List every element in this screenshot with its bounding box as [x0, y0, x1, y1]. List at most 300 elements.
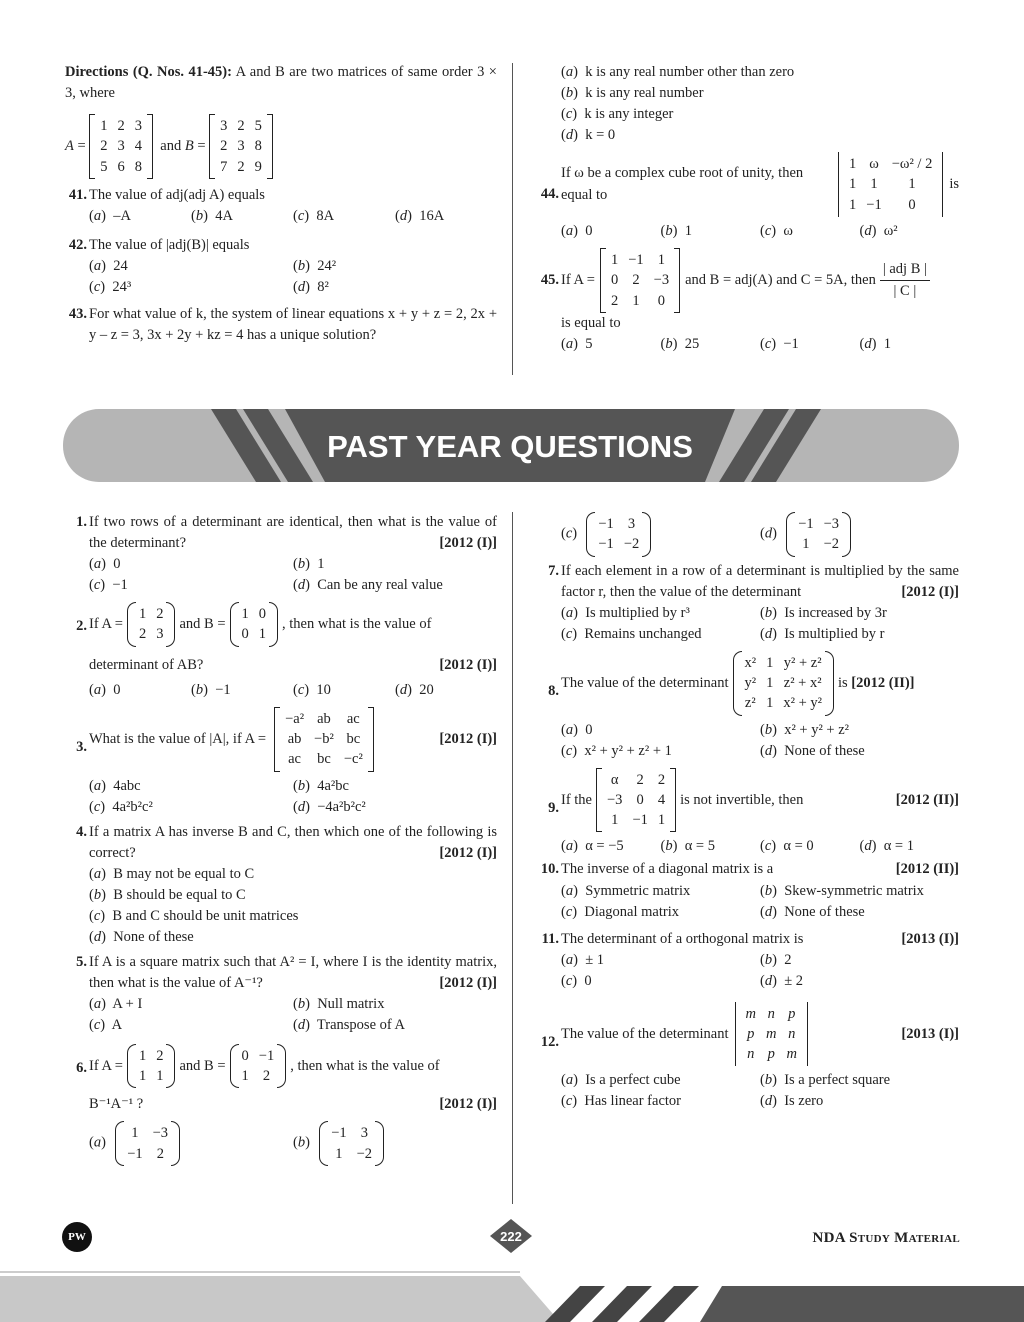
pyq-10: [537, 859, 959, 880]
option-b: [293, 776, 497, 797]
option-text: 1: [317, 556, 325, 573]
section-banner: [63, 409, 959, 482]
option-text: 8²: [317, 278, 329, 295]
option-text: ω: [783, 222, 793, 239]
matrix-cell: 2: [156, 1047, 164, 1064]
option-a: [561, 881, 760, 902]
matrix-cell: z² + x²: [783, 674, 822, 691]
option-text: ± 1: [585, 951, 605, 968]
option-b: [293, 994, 497, 1015]
matrix-cell: 1: [610, 251, 619, 268]
question-text: If each element in a row of a determinant is multiplied by the same factor r, then the value of the determinant: [561, 562, 959, 600]
question-41: [65, 185, 497, 206]
option-label: (d): [760, 1093, 785, 1110]
directions-text: A and B are two matrices of same order 3 × 3, where: [65, 64, 497, 102]
determinant-8: [735, 651, 832, 716]
option-b: [191, 680, 293, 701]
matrix-cell: 1: [138, 606, 147, 623]
pyq-8: [537, 651, 959, 716]
option-label: (a): [561, 1072, 586, 1089]
option-text: 20: [419, 681, 434, 698]
year-tag: [2012 (I)]: [439, 535, 497, 552]
matrix-cell: 5: [254, 118, 262, 135]
matrix-cell: x²: [744, 654, 757, 671]
matrix-cell: −3: [823, 516, 840, 532]
question-text: The determinant of a orthogonal matrix is: [561, 930, 804, 947]
option-text: Transpose of A: [316, 1016, 406, 1033]
option-label: (b): [293, 777, 318, 794]
option-label: (b): [89, 886, 114, 903]
year-tag: [2012 (I)]: [439, 730, 497, 747]
question-42: [65, 235, 497, 256]
question-text: The inverse of a diagonal matrix is a: [561, 861, 774, 878]
pyq-1: [65, 512, 497, 554]
matrix-row: [237, 624, 272, 644]
matrix-cell: 0: [657, 292, 665, 309]
matrix-cell: 1: [766, 674, 774, 691]
option-text: −1: [112, 577, 128, 594]
option-label: (a): [561, 64, 586, 80]
matrix-row: [844, 174, 937, 194]
matrix-cell: 8: [134, 158, 143, 175]
matrix-cell: bc: [317, 751, 331, 768]
option-label: (a): [561, 882, 586, 899]
matrix-row: [215, 116, 267, 136]
matrix-cell: 7: [220, 158, 228, 175]
matrix-row: [741, 1024, 802, 1044]
option-b: [293, 554, 497, 575]
question-text: The value of |adj(B)| equals: [89, 236, 250, 253]
matrix-row: [793, 534, 844, 554]
matrix-cell: n: [788, 1025, 796, 1042]
matrix-cell: −2: [356, 1145, 373, 1162]
option-text: 5: [585, 335, 593, 352]
matrix-row: [593, 514, 644, 534]
matrix-row: [237, 1046, 280, 1066]
option-label: (d): [859, 838, 884, 855]
matrix-cell: n: [747, 1046, 755, 1063]
question-number: 3.: [76, 738, 87, 755]
option-label: (a): [89, 777, 114, 794]
year-tag: [2012 (II)]: [851, 674, 915, 691]
option-b: [661, 836, 761, 857]
option-c: [89, 906, 497, 927]
pyq-2-options: [65, 680, 497, 701]
question-text: The value of the determinant: [561, 1025, 729, 1042]
option-label: (c): [561, 106, 585, 123]
option-label: (b): [293, 257, 318, 274]
option-text: Remains unchanged: [584, 625, 702, 642]
matrix-cell: p: [747, 1025, 755, 1042]
option-label: (d): [293, 278, 318, 295]
option-a: [561, 603, 760, 624]
option-text: 0: [585, 721, 593, 738]
option-label: (d): [89, 928, 114, 945]
option-label: (a): [561, 335, 586, 352]
matrix-cell: x² + y²: [783, 695, 822, 712]
matrix-cell: 0: [241, 626, 249, 643]
matrix-row: [326, 1144, 377, 1164]
option-d: [760, 1091, 959, 1112]
pyq-6-options: [65, 1121, 497, 1166]
banner-title: PAST YEAR QUESTIONS: [327, 429, 693, 464]
option-matrix: [117, 1121, 178, 1166]
matrix-cell: 1: [131, 1125, 139, 1142]
matrix-cell: 2: [636, 771, 644, 788]
matrix-cell: 0: [610, 272, 619, 289]
question-number: 4.: [76, 823, 87, 840]
matrix-B: [232, 1044, 285, 1089]
option-b: [760, 881, 959, 902]
question-44-options: [537, 221, 959, 242]
question-text-mid: and B =: [179, 1057, 226, 1074]
pyq-10-options: [537, 881, 959, 923]
matrix-definition: A = 1 2 3 2 3 4 5 6 8 and B = 3 2 5 2 3 8 7 2 9: [65, 114, 497, 179]
option-text: B may not be equal to C: [113, 865, 255, 882]
matrix-cell: 1: [849, 156, 857, 173]
option-text: B should be equal to C: [113, 886, 246, 903]
matrix-A: [129, 602, 174, 647]
matrix-cell: n: [767, 1005, 775, 1022]
matrix-cell: 3: [360, 1125, 368, 1142]
option-label: (b): [760, 1072, 785, 1089]
matrix-A: [274, 707, 374, 772]
option-label: (d): [395, 207, 420, 224]
matrix-cell: 1: [849, 176, 857, 193]
matrix-row: [134, 1046, 169, 1066]
matrix-cell: ac: [346, 710, 360, 727]
matrix-row: [237, 604, 272, 624]
pyq-9: [537, 768, 959, 833]
matrix-cell: 3: [627, 516, 636, 532]
matrix-A: [89, 114, 153, 179]
matrix-row: [602, 790, 670, 810]
option-text: Has linear factor: [584, 1093, 681, 1110]
matrix-cell: 3: [134, 118, 143, 135]
question-text: If A =: [89, 1057, 123, 1074]
option-text: Symmetric matrix: [585, 882, 691, 899]
option-text: 4A: [215, 207, 233, 224]
matrix-cell: 0: [636, 791, 644, 808]
matrix-cell: −1: [127, 1145, 143, 1162]
matrix-cell: 1: [241, 1068, 249, 1085]
matrix-cell: 2: [610, 292, 619, 309]
option-d: [760, 971, 959, 992]
matrix-cell: 1: [908, 176, 916, 193]
matrix-row: [606, 270, 674, 290]
matrix-cell: α: [610, 771, 619, 788]
option-c: [561, 1091, 760, 1112]
option-b: [661, 221, 761, 242]
matrix-cell: −2: [823, 536, 840, 553]
matrix-B: [209, 114, 273, 179]
matrix-row: [602, 810, 670, 830]
footer-band-left: [0, 1276, 560, 1322]
option-label: (b): [293, 556, 318, 573]
option-d: (d) −1 −3 1 −2: [760, 512, 959, 557]
matrix-cell: y²: [744, 674, 757, 691]
option-text: −1: [783, 335, 799, 352]
matrix-cell: 2: [117, 118, 125, 135]
question-text: If A is a square matrix such that A² = I, where I is the identity matrix, then what is the value of A⁻¹?: [89, 953, 497, 991]
matrix-cell: 3: [237, 138, 245, 155]
option-text: Can be any real value: [317, 577, 443, 594]
option-text: –A: [113, 207, 131, 224]
matrix-cell: p: [788, 1005, 796, 1022]
column-divider-bottom: [512, 512, 513, 1204]
option-a: [561, 950, 760, 971]
matrix-cell: 2: [100, 138, 108, 155]
option-text: x² + y² + z²: [784, 721, 850, 738]
matrix-cell: −3: [653, 272, 670, 289]
matrix-cell: ab: [287, 730, 302, 747]
question-text-cont: determinant of AB?: [89, 656, 204, 673]
option-c: [561, 741, 760, 762]
question-number: 11.: [541, 930, 559, 947]
option-text: 4a²bc: [317, 777, 349, 794]
matrix-row: [237, 1066, 280, 1086]
option-b: [191, 206, 293, 227]
option-label: (d): [760, 742, 785, 759]
question-number: 45.: [540, 271, 559, 288]
option-text: B and C should be unit matrices: [112, 907, 299, 924]
year-tag: [2012 (II)]: [895, 791, 959, 808]
option-a: [89, 864, 497, 885]
pyq-right-column: [537, 512, 959, 1113]
option-text: ± 2: [784, 972, 804, 989]
option-text: A + I: [112, 995, 143, 1012]
question-number: 2.: [76, 618, 87, 635]
matrix-row: [122, 1144, 173, 1164]
option-a: [561, 836, 661, 857]
directions: [65, 62, 497, 104]
option-label: (d): [760, 903, 785, 920]
matrix-cell: 4: [657, 791, 666, 808]
matrix-cell: 1: [849, 196, 857, 213]
matrix-cell: −1: [598, 536, 614, 553]
option-text: −4a²b²c²: [317, 798, 366, 815]
matrix-row: [606, 291, 674, 311]
matrix-cell: 2: [156, 1145, 164, 1162]
pyq-5: [65, 952, 497, 994]
option-b: [760, 950, 959, 971]
option-text: α = 0: [783, 838, 814, 855]
matrix-row: [844, 154, 937, 174]
matrix-cell: 1: [657, 812, 666, 829]
matrix-cell: 2: [262, 1068, 271, 1085]
matrix-row: [134, 604, 169, 624]
matrix-cell: p: [767, 1046, 775, 1063]
matrix-cell: 1: [766, 695, 774, 712]
question-42-options: [65, 256, 497, 298]
question-text: If A =: [561, 271, 595, 288]
option-label: (d): [760, 972, 785, 989]
option-text: −1: [215, 681, 231, 698]
footer-title: NDA Study Material: [812, 1230, 960, 1246]
matrix-cell: −b²: [314, 730, 334, 747]
question-number: 7.: [548, 562, 559, 579]
option-label: (a): [89, 995, 113, 1012]
matrix-cell: 1: [241, 606, 249, 623]
matrix-cell: 2: [237, 158, 245, 175]
option-text: Is a perfect cube: [585, 1072, 681, 1089]
matrix-cell: −1: [331, 1125, 347, 1142]
matrix-cell: −1: [598, 516, 614, 532]
determinant-12: [735, 1002, 808, 1067]
option-text: k = 0: [585, 127, 616, 144]
matrix-row: [793, 514, 844, 534]
option-text: 0: [113, 681, 121, 698]
matrix-cell: y² + z²: [783, 654, 822, 671]
option-d: [561, 125, 959, 146]
option-label: (c): [89, 278, 113, 295]
pyq-4: [65, 822, 497, 864]
matrix-B: [232, 602, 277, 647]
matrix-cell: 1: [258, 626, 267, 643]
option-label: (a): [561, 838, 586, 855]
matrix-row: [215, 136, 267, 156]
option-b: [760, 1070, 959, 1091]
question-45-options: [537, 334, 959, 355]
matrix-cell: 3: [117, 138, 125, 155]
option-label: (b): [660, 838, 685, 855]
pyq-3: [65, 707, 497, 772]
option-text: Null matrix: [317, 995, 385, 1012]
matrix-row: [134, 624, 169, 644]
year-tag: [2013 (I)]: [901, 1025, 959, 1042]
year-tag: [2012 (I)]: [439, 1096, 497, 1113]
matrix-9: [596, 768, 676, 833]
year-tag: [2012 (I)]: [439, 844, 497, 861]
matrix-cell: −1: [628, 251, 644, 268]
question-text-cont: B⁻¹A⁻¹ ?: [89, 1096, 144, 1113]
option-label: (b): [293, 995, 318, 1012]
matrix-row: [741, 1004, 802, 1024]
matrix-cell: ac: [288, 751, 301, 768]
option-c: [561, 104, 959, 125]
matrix-cell: 2: [138, 626, 147, 643]
option-label: (d): [859, 335, 884, 352]
footer-stripe: [639, 1286, 699, 1322]
option-text: Is multiplied by r: [784, 625, 885, 642]
question-43: [65, 304, 497, 346]
option-d: [89, 927, 497, 948]
matrix-cell: 0: [241, 1047, 249, 1064]
question-45: [537, 248, 959, 334]
matrix-cell: bc: [346, 730, 361, 747]
option-b: (b) −1 3 1 −2: [293, 1121, 497, 1166]
matrix-cell: −1: [632, 812, 648, 829]
option-label: (c): [89, 798, 113, 815]
option-d: [395, 206, 497, 227]
question-number: 1.: [76, 514, 87, 530]
question-44: [537, 152, 959, 217]
matrix-cell: 1: [138, 1068, 147, 1085]
option-a: [89, 256, 293, 277]
option-text: 8A: [316, 207, 335, 224]
matrix-row: [741, 1044, 802, 1064]
option-b: [293, 256, 497, 277]
pyq-12: [537, 1002, 959, 1067]
matrix-cell: 2: [632, 272, 640, 289]
pyq-12-options: [537, 1070, 959, 1112]
matrix-cell: −1: [866, 196, 882, 213]
matrix-cell: 3: [220, 118, 228, 135]
fraction-numerator: | adj B |: [880, 259, 930, 281]
matrix-cell: 9: [254, 158, 262, 175]
matrix-A: [129, 1044, 174, 1089]
option-label: (c): [561, 625, 585, 642]
option-text: Is increased by 3r: [784, 604, 887, 621]
option-a: [561, 221, 661, 242]
matrix-cell: m: [786, 1046, 797, 1063]
option-label: (a): [89, 207, 114, 224]
question-text: The value of the determinant: [561, 674, 729, 691]
matrix-cell: z²: [744, 695, 756, 712]
matrix-45: [600, 248, 680, 313]
option-c: [561, 971, 760, 992]
option-label: (c): [760, 335, 784, 352]
question-text: If a matrix A has inverse B and C, then which one of the following is correct?: [89, 823, 497, 861]
footer-band-right: [700, 1286, 1024, 1322]
option-label: (d): [859, 222, 884, 239]
option-text: α = 5: [684, 838, 715, 855]
matrix-row: [740, 653, 827, 673]
matrix-cell: 1: [138, 1047, 147, 1064]
question-text: If two rows of a determinant are identical, then what is the value of the determinant?: [89, 514, 497, 552]
column-divider-top: [512, 63, 513, 375]
pyq-11: [537, 929, 959, 950]
matrix-cell: m: [765, 1025, 777, 1042]
option-c: [89, 1015, 293, 1036]
option-c: [760, 334, 860, 355]
option-label: (c): [561, 742, 585, 759]
option-text: 24³: [112, 278, 132, 295]
option-text: None of these: [113, 928, 194, 945]
option-text: 24: [113, 257, 128, 274]
matrix-cell: 0: [258, 606, 267, 623]
option-text: 1: [883, 335, 891, 352]
question-text-end: is not invertible, then: [680, 791, 804, 808]
option-a: [89, 994, 293, 1015]
option-label: (b): [191, 207, 216, 224]
matrix-row: [280, 709, 368, 729]
option-text: Is multiplied by r³: [585, 604, 690, 621]
pyq-6: [65, 1044, 497, 1116]
option-text: x² + y² + z² + 1: [584, 742, 672, 759]
option-text: 0: [585, 222, 593, 239]
option-d: [860, 334, 960, 355]
option-a: [561, 1070, 760, 1091]
year-tag: [2012 (I)]: [439, 974, 497, 991]
question-number: 12.: [540, 1033, 559, 1050]
option-label: (d): [293, 798, 318, 815]
year-tag: [2012 (I)]: [439, 656, 497, 673]
option-a: [89, 554, 293, 575]
question-number: 6.: [76, 1059, 87, 1076]
option-matrix: [321, 1121, 382, 1166]
year-tag: [2012 (II)]: [895, 861, 959, 878]
pyq-9-options: [537, 836, 959, 857]
page-number-badge: [490, 1219, 532, 1253]
option-label: (a): [561, 604, 586, 621]
pyq-11-options: [537, 950, 959, 992]
question-text: For what value of k, the system of linear equations x + y + z = 2, 2x + y – z = 3, 3x + 2y + kz = 4 has a unique solution?: [89, 306, 497, 344]
option-label: (c): [293, 207, 317, 224]
matrix-row: [606, 250, 674, 270]
option-text: 16A: [419, 207, 445, 224]
matrix-row: [280, 749, 368, 769]
